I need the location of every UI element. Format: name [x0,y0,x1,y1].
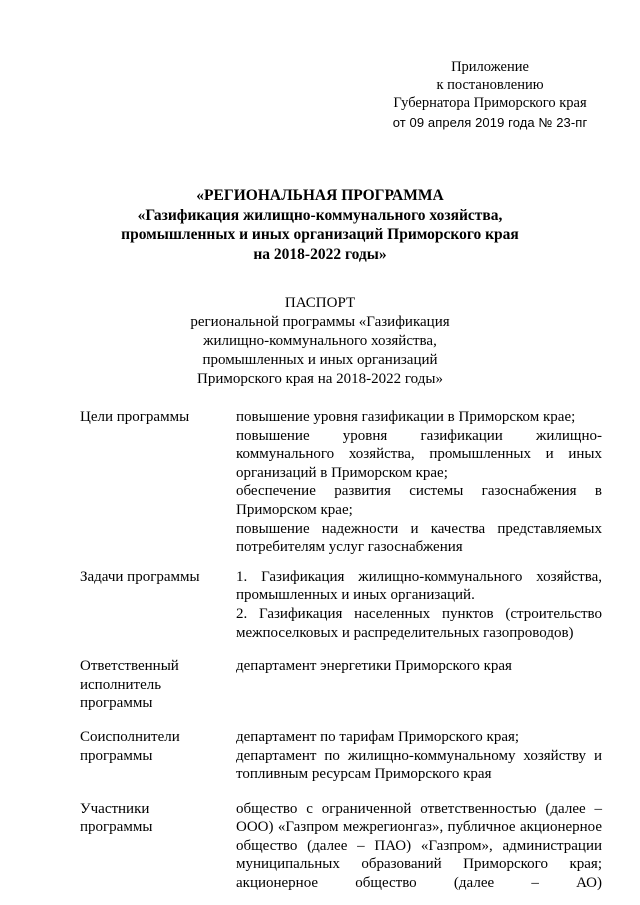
row-value: общество с ограниченной ответственностью (далее – ООО) «Газпром межрегионгаз», публичное акционерное общество (далее – ПАО) «Газпром», администрации муниципальных образований Приморского края; акционерное общество (далее – АО) [236,800,602,892]
passport-heading [150,294,490,389]
appendix-block [380,58,600,132]
row-value: департамент энергетики Приморского края [236,658,512,675]
title-line: «Газификация жилищно-коммунального хозяйства, [137,206,503,224]
passport-subtitle-line: жилищно-коммунального хозяйства, [203,333,437,349]
table-row-executor [80,657,602,713]
passport-table [80,408,602,893]
table-row-goals [80,408,602,557]
title-line: промышленных и иных организаций Приморского края [121,226,519,243]
row-value: 1. Газификация жилищно-коммунального хозяйства, промышленных и иных организаций. 2. Газификация населенных пунктов (строительство межпоселковых и распределительных газопроводов) [236,568,602,641]
table-row-coexecutors [80,728,602,784]
passport-subtitle-line: промышленных и иных организаций [202,352,438,368]
passport-title: ПАСПОРТ [284,295,356,311]
passport-subtitle-line: региональной программы «Газификация [190,314,450,330]
row-label: Задачи программы [80,568,200,585]
row-value: повышение уровня газификации в Приморском крае; повышение уровня газификации жилищно-коммунального хозяйства, промышленных и иных организаций в Приморском крае; обеспечение развития системы газоснабжения в Приморском крае; повышение надежности и качества представляемых потребителям услуг газоснабжения [236,409,602,556]
table-row-tasks [80,568,602,642]
title-line: «РЕГИОНАЛЬНАЯ ПРОГРАММА [196,187,444,204]
registration-stamp: от 09 апреля 2019 года № 23-пг [392,115,588,130]
row-label: Цели программы [80,409,190,425]
appendix-line: Приложение [451,59,529,75]
row-label: Ответственный исполнитель программы [80,658,179,712]
appendix-line: Губернатора Приморского края [393,95,587,111]
row-label: Соисполнители программы [80,728,180,764]
table-row-participants [80,800,602,893]
title-line: на 2018-2022 годы» [253,245,387,263]
passport-subtitle-line: Приморского края на 2018-2022 годы» [197,371,443,387]
row-label: Участники программы [80,800,153,836]
appendix-line: к постановлению [436,77,544,93]
program-title [100,186,540,264]
row-value: департамент по тарифам Приморского края; департамент по жилищно-коммунальному хозяйству и топливным ресурсам Приморского края [236,728,602,783]
